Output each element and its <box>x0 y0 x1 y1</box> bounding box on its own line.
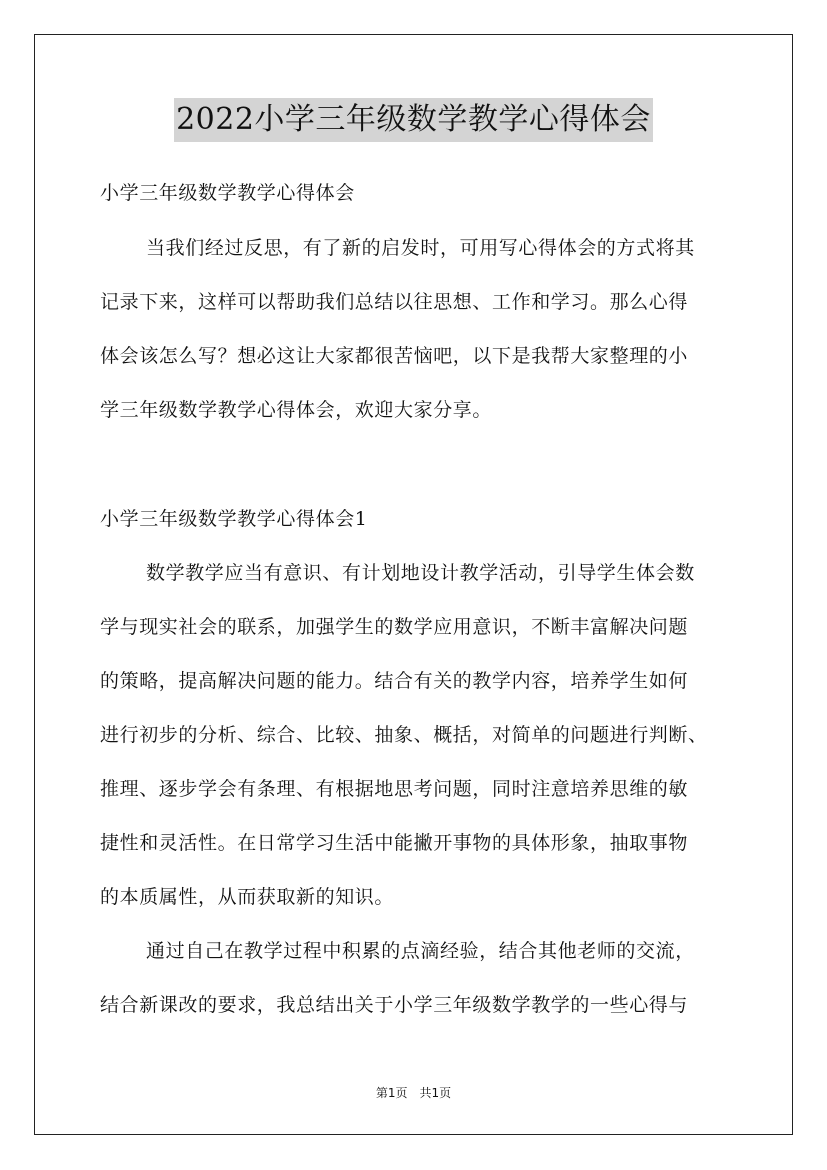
section1-line-1: 数学教学应当有意识、有计划地设计教学活动，引导学生体会数 <box>146 562 695 584</box>
section1-line-4: 进行初步的分析、综合、比较、抽象、概括，对简单的问题进行判断、 <box>100 724 708 746</box>
section1-line-7: 的本质属性，从而获取新的知识。 <box>100 886 395 908</box>
document-title: 2022小学三年级数学教学心得体会 <box>174 98 653 142</box>
page-footer: 第1页 共1页 <box>375 1086 452 1100</box>
section1-line-5: 推理、逐步学会有条理、有根据地思考问题，同时注意培养思维的敏 <box>100 778 689 800</box>
intro-line-3: 体会该怎么写？想必这让大家都很苦恼吧，以下是我帮大家整理的小 <box>100 345 689 367</box>
intro-line-2: 记录下来，这样可以帮助我们总结以往思想、工作和学习。那么心得 <box>100 291 689 313</box>
section1-line-3: 的策略，提高解决问题的能力。结合有关的教学内容，培养学生如何 <box>100 670 689 692</box>
section1-line-9: 结合新课改的要求，我总结出关于小学三年级数学教学的一些心得与 <box>100 994 689 1016</box>
section1-line-8: 通过自己在教学过程中积累的点滴经验，结合其他老师的交流， <box>146 940 695 962</box>
section1-line-6: 捷性和灵活性。在日常学习生活中能撇开事物的具体形象，抽取事物 <box>100 832 689 854</box>
section1-heading: 小学三年级数学教学心得体会1 <box>100 508 368 530</box>
section1-line-2: 学与现实社会的联系，加强学生的数学应用意识，不断丰富解决问题 <box>100 616 689 638</box>
intro-line-1: 当我们经过反思，有了新的启发时，可用写心得体会的方式将其 <box>146 237 695 259</box>
intro-line-4: 学三年级数学教学心得体会，欢迎大家分享。 <box>100 399 493 421</box>
title-container <box>0 98 827 142</box>
intro-heading: 小学三年级数学教学心得体会 <box>100 182 355 204</box>
